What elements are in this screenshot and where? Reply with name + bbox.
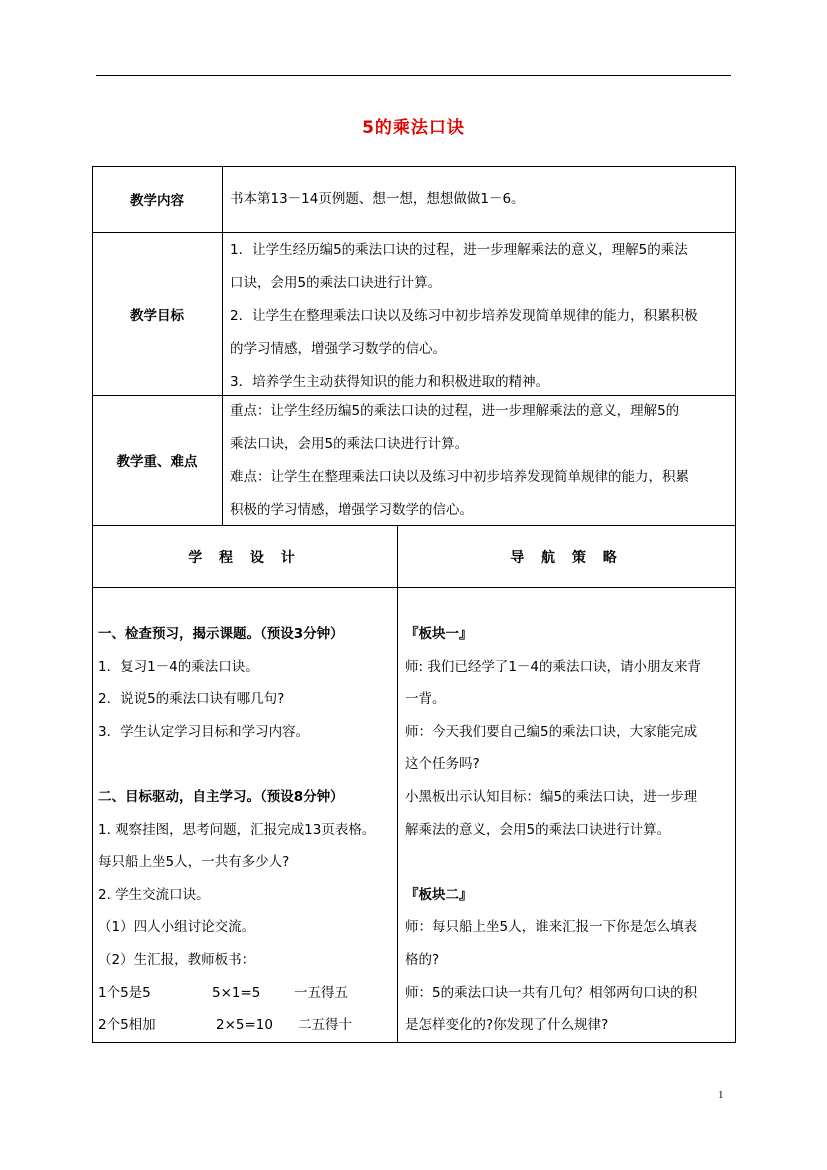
content-text — [230, 183, 730, 216]
step-line: （1）四人小组讨论交流。 — [98, 919, 256, 936]
page-number: 1 — [718, 1089, 724, 1101]
objectives-label: 教学目标 — [130, 307, 184, 324]
lesson-plan-table — [92, 166, 736, 1043]
key-point-line: 难点：让学生在整理乘法口诀以及练习中初步培养发现简单规律的能力，积累 — [230, 469, 689, 485]
section-heading: 一、检查预习，揭示课题。（预设3分钟） — [98, 626, 344, 642]
step-line: 每只船上坐5人，一共有多少人? — [98, 854, 290, 871]
board-row — [98, 1009, 396, 1042]
objective-line: 的学习情感，增强学习数学的信心。 — [230, 341, 446, 357]
label-column-divider — [222, 166, 223, 526]
step-line: （2）生汇报，教师板书： — [98, 951, 256, 968]
strategy-line: 这个任务吗? — [405, 756, 480, 773]
strategy-line: 解乘法的意义，会用5的乘法口诀进行计算。 — [405, 821, 671, 838]
navigation-strategy-column — [405, 618, 733, 1042]
board-rhyme: 一五得五 — [294, 984, 348, 1001]
strategy-line: 是怎样变化的?你发现了什么规律? — [405, 1017, 609, 1034]
objective-line: 2．让学生在整理乘法口诀以及练习中初步培养发现简单规律的能力，积累积极 — [230, 308, 698, 324]
objective-line: 1．让学生经历编5的乘法口诀的过程，进一步理解乘法的意义，理解5的乘法 — [230, 242, 688, 258]
step-line: 3．学生认定学习目标和学习内容。 — [98, 723, 310, 740]
navigation-strategy-header: 导 航 策 略 — [510, 550, 623, 566]
objectives-text — [230, 234, 730, 399]
content-label: 教学内容 — [130, 193, 184, 209]
strategy-line: 格的? — [405, 951, 440, 968]
key-point-line: 重点：让学生经历编5的乘法口诀的过程，进一步理解乘法的意义，理解5的 — [230, 403, 680, 419]
table-border-bottom — [92, 1042, 736, 1043]
board-equation: 5×1=5 — [212, 984, 261, 1001]
strategy-line: 一背。 — [405, 691, 446, 708]
board-phrase: 2个5相加 — [98, 1017, 156, 1034]
objective-line: 3．培养学生主动获得知识的能力和积极进取的精神。 — [230, 374, 550, 390]
strategy-line: 师：每只船上坐5人，谁来汇报一下你是怎么填表 — [405, 919, 698, 936]
header-rule — [96, 75, 731, 76]
blank-line — [98, 748, 396, 781]
learning-design-header: 学 程 设 计 — [188, 550, 301, 566]
key-points-text — [230, 395, 730, 527]
strategy-line: 师: 我们已经学了1－4的乘法口诀，请小朋友来背 — [405, 658, 702, 675]
step-line: 1．复习1－4的乘法口诀。 — [98, 658, 259, 675]
table-border-right — [735, 166, 736, 1043]
row-divider — [92, 587, 736, 588]
key-point-line: 乘法口诀，会用5的乘法口诀进行计算。 — [230, 436, 469, 452]
board-row — [98, 977, 396, 1010]
board-rhyme: 二五得十 — [298, 1017, 352, 1034]
content-line: 书本第13－14页例题、想一想，想想做做1－6。 — [230, 191, 525, 207]
document-title: 5的乘法口诀 — [362, 118, 465, 138]
block-heading: 『板块二』 — [405, 886, 473, 903]
center-column-divider — [397, 525, 398, 1043]
block-heading: 『板块一』 — [405, 626, 473, 642]
board-equation: 2×5=10 — [216, 1017, 273, 1034]
step-line: 1. 观察挂图，思考问题，汇报完成13页表格。 — [98, 821, 376, 838]
board-phrase: 1个5是5 — [98, 984, 151, 1001]
objective-line: 口诀，会用5的乘法口诀进行计算。 — [230, 275, 442, 291]
section-heading: 二、目标驱动，自主学习。（预设8分钟） — [98, 788, 344, 805]
blank-line — [405, 846, 733, 879]
strategy-line: 小黑板出示认知目标：编5的乘法口诀，进一步理 — [405, 788, 698, 805]
strategy-line: 师：今天我们要自己编5的乘法口诀，大家能完成 — [405, 723, 698, 740]
key-point-line: 积极的学习情感，增强学习数学的信心。 — [230, 502, 473, 518]
step-line: 2．说说5的乘法口诀有哪几句? — [98, 691, 285, 708]
step-line: 2. 学生交流口诀。 — [98, 886, 210, 903]
key-points-label: 教学重、难点 — [116, 454, 198, 470]
learning-design-column — [98, 618, 396, 1042]
strategy-line: 师：5的乘法口诀一共有几句？相邻两句口诀的积 — [405, 984, 698, 1001]
